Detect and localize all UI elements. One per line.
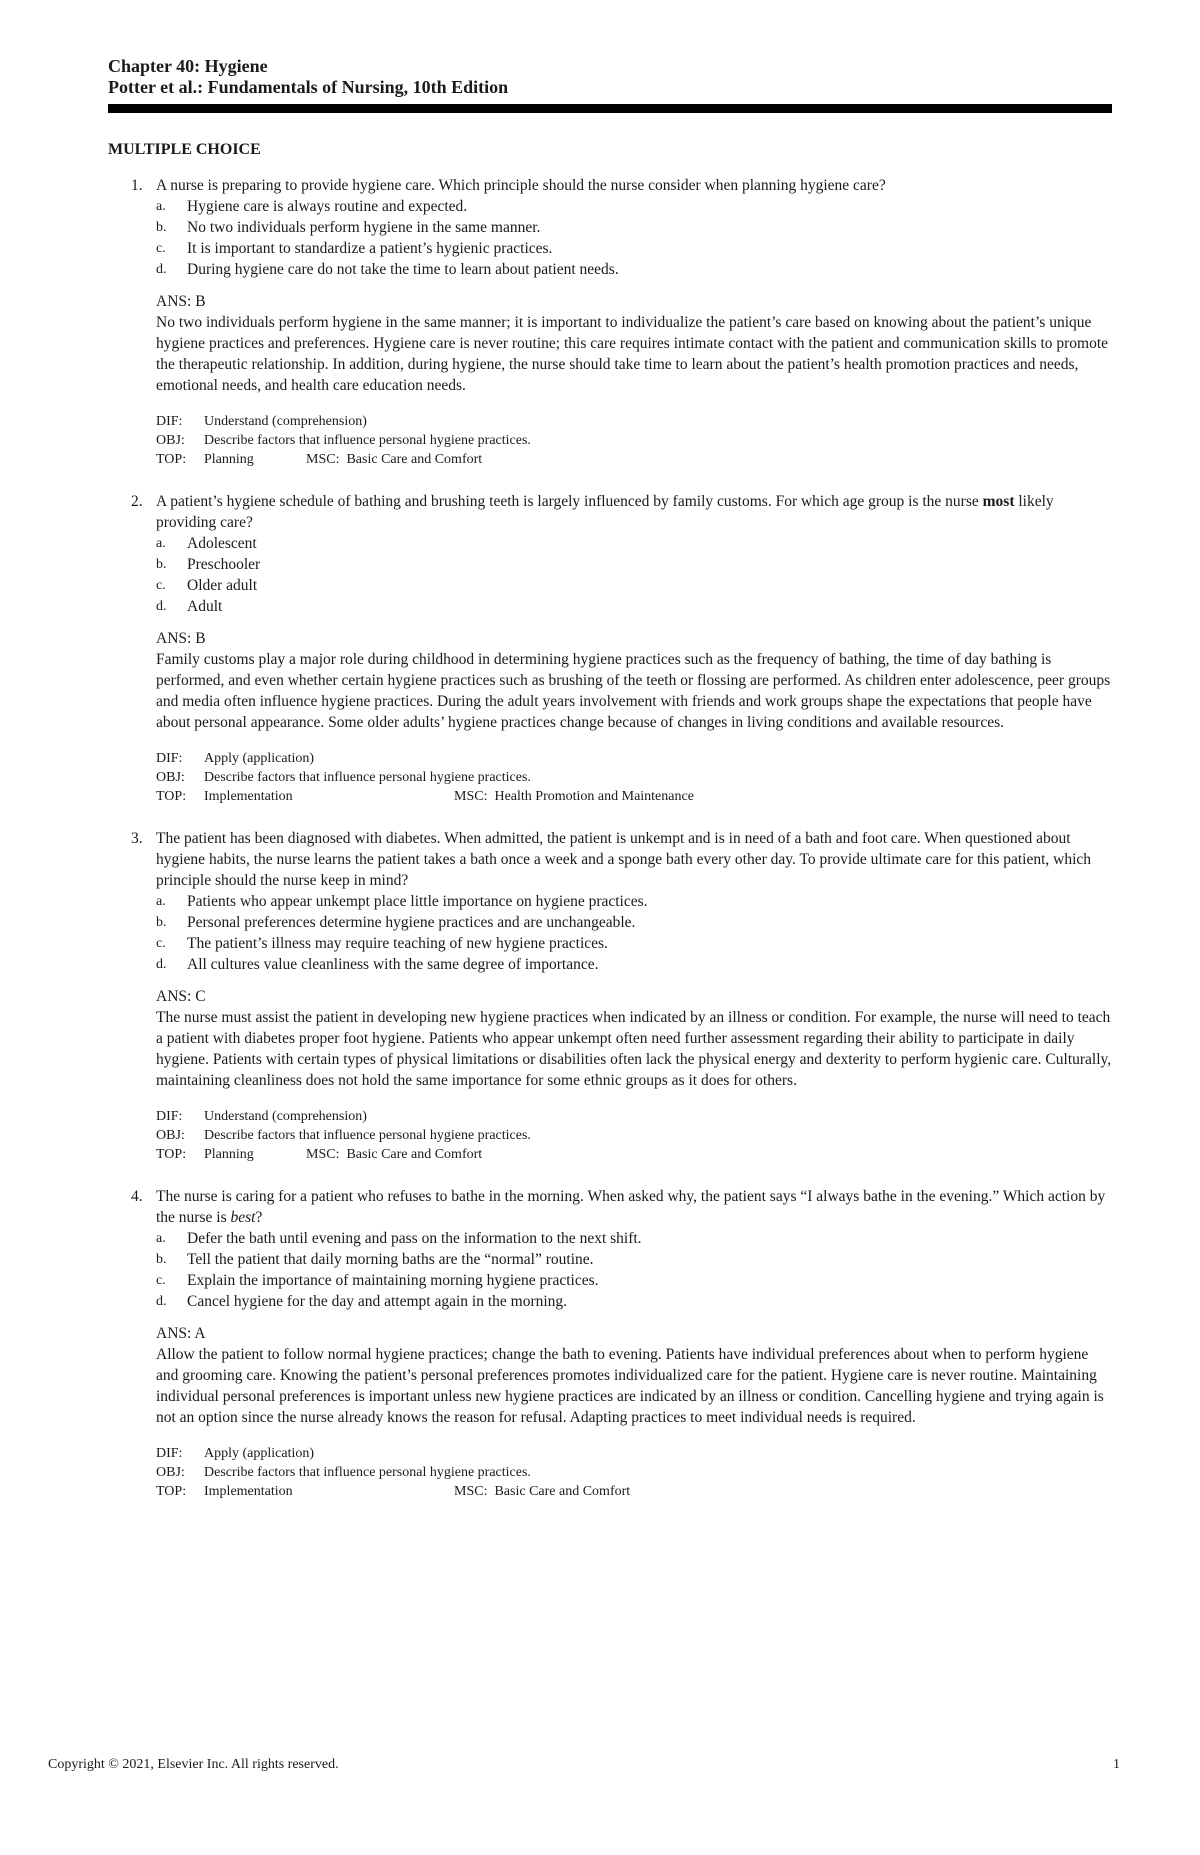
objective: Describe factors that influence personal hygiene practices. [204,1465,531,1480]
difficulty: Understand (comprehension) [204,414,367,429]
copyright-notice: Copyright © 2021, Elsevier Inc. All rights reserved. [48,1757,339,1772]
page-header [108,56,1112,113]
answer-options [156,1228,1112,1312]
objective: Describe factors that influence personal hygiene practices. [204,770,531,785]
question-3 [108,828,1112,1164]
answer-options [156,891,1112,975]
question-stem: A patient’s hygiene schedule of bathing and brushing teeth is largely influenced by family customs. For which age group is the nurse most likely providing care? [156,493,1054,531]
page-footer [48,1757,1120,1773]
question-stem: A nurse is preparing to provide hygiene care. Which principle should the nurse consider when planning hygiene care? [156,177,886,194]
difficulty: Understand (comprehension) [204,1109,367,1124]
question-4 [108,1186,1112,1501]
header-rule [108,104,1112,113]
option-c: c. Explain the importance of maintaining morning hygiene practices. [156,1272,599,1289]
msc: Basic Care and Comfort [346,452,483,467]
topic: Planning [204,1147,254,1162]
chapter-title: Chapter 40: Hygiene [108,56,268,76]
option-d: d. All cultures value cleanliness with the same degree of importance. [156,956,599,973]
option-b: b. Tell the patient that daily morning baths are the “normal” routine. [156,1251,594,1268]
option-b: b. No two individuals perform hygiene in the same manner. [156,219,541,236]
option-d: d. Cancel hygiene for the day and attempt again in the morning. [156,1293,568,1310]
page-number: 1 [1113,1757,1120,1772]
answer-options [156,196,1112,280]
option-a: a. Defer the bath until evening and pass on the information to the next shift. [156,1230,642,1247]
option-c: c. It is important to standardize a patient’s hygienic practices. [156,240,553,257]
option-d: d. Adult [156,598,223,615]
rationale: The nurse must assist the patient in developing new hygiene practices when indicated by an illness or condition. For example, the nurse will need to teach a patient with diabetes proper foot hygiene. Patients who appear unkempt often need further assessment regarding their ability to participate in daily hygiene. Patients with certain types of physical limitations or disabilities often lack the physical energy and dexterity to perform hygienic care. Culturally, maintaining cleanliness does not hold the same importance for some ethnic groups as it does for others. [156,1009,1112,1089]
question-number: 1. [131,177,143,194]
option-a: a. Patients who appear unkempt place little importance on hygiene practices. [156,893,648,910]
question-metadata: DIF: Apply (application) OBJ: Describe factors that influence personal hygiene practices. TOP: Implementation MSC: Basic Care and Comfort [156,1446,631,1499]
question-metadata: DIF: Understand (comprehension) OBJ: Describe factors that influence personal hygiene practices. TOP: Planning MSC: Basic Care and Comfort [156,414,531,467]
option-c: c. Older adult [156,577,258,594]
option-b: b. Personal preferences determine hygiene practices and are unchangeable. [156,914,636,931]
msc: Basic Care and Comfort [494,1484,631,1499]
answer-options [156,533,1112,617]
option-d: d. During hygiene care do not take the time to learn about patient needs. [156,261,619,278]
answer-key: ANS: B [156,293,206,310]
difficulty: Apply (application) [204,1446,315,1461]
question-1 [108,175,1112,469]
rationale: Family customs play a major role during childhood in determining hygiene practices such as the frequency of bathing, the time of day bathing is performed, and even whether certain hygiene practices such as brushing of the teeth or flossing are performed. As children enter adolescence, peer groups and media often influence hygiene practices. During the adult years involvement with friends and work groups shape the expectations that people have about personal appearance. Some older adults’ hygiene practices change because of changes in living conditions and available resources. [156,651,1111,731]
book-title: Potter et al.: Fundamentals of Nursing, 10th Edition [108,77,509,97]
question-list [108,175,1112,1523]
msc: Health Promotion and Maintenance [494,789,694,804]
difficulty: Apply (application) [204,751,315,766]
question-number: 3. [131,830,143,847]
question-2 [108,491,1112,806]
question-metadata: DIF: Apply (application) OBJ: Describe factors that influence personal hygiene practices. TOP: Implementation MSC: Health Promotion and Maintenance [156,751,694,804]
answer-key: ANS: C [156,988,206,1005]
objective: Describe factors that influence personal hygiene practices. [204,433,531,448]
question-number: 4. [131,1188,143,1205]
option-a: a. Hygiene care is always routine and expected. [156,198,468,215]
option-c: c. The patient’s illness may require teaching of new hygiene practices. [156,935,608,952]
question-number: 2. [131,493,143,510]
objective: Describe factors that influence personal hygiene practices. [204,1128,531,1143]
option-b: b. Preschooler [156,556,261,573]
option-a: a. Adolescent [156,535,257,552]
topic: Planning [204,452,254,467]
topic: Implementation [204,789,293,804]
msc: Basic Care and Comfort [346,1147,483,1162]
rationale: Allow the patient to follow normal hygiene practices; change the bath to evening. Patients have individual preferences about when to perform hygiene and grooming care. Knowing the patient’s personal preferences promotes individualized care for the patient. Hygiene care is never routine. Maintaining individual personal preferences is important unless new hygiene practices are indicated by an illness or condition. Cancelling hygiene and trying again is not an option since the nurse already knows the reason for refusal. Adapting practices to meet individual needs is required. [156,1346,1104,1426]
answer-key: ANS: B [156,630,206,647]
rationale: No two individuals perform hygiene in the same manner; it is important to individualize the patient’s care based on knowing about the patient’s unique hygiene practices and preferences. Hygiene care is never routine; this care requires intimate contact with the patient and communication skills to promote the therapeutic relationship. In addition, during hygiene, the nurse should take time to learn about the patient’s health promotion practices and needs, emotional needs, and health care education needs. [156,314,1109,394]
question-metadata: DIF: Understand (comprehension) OBJ: Describe factors that influence personal hygiene practices. TOP: Planning MSC: Basic Care and Comfort [156,1109,531,1162]
section-title: MULTIPLE CHOICE [108,141,261,158]
question-stem: The nurse is caring for a patient who refuses to bathe in the morning. When asked why, the patient says “I always bathe in the evening.” Which action by the nurse is best? [156,1188,1106,1226]
answer-key: ANS: A [156,1325,206,1342]
topic: Implementation [204,1484,293,1499]
question-stem: The patient has been diagnosed with diabetes. When admitted, the patient is unkempt and is in need of a bath and foot care. When questioned about hygiene habits, the nurse learns the patient takes a bath once a week and a sponge bath every other day. To provide ultimate care for this patient, which principle should the nurse keep in mind? [156,830,1092,889]
